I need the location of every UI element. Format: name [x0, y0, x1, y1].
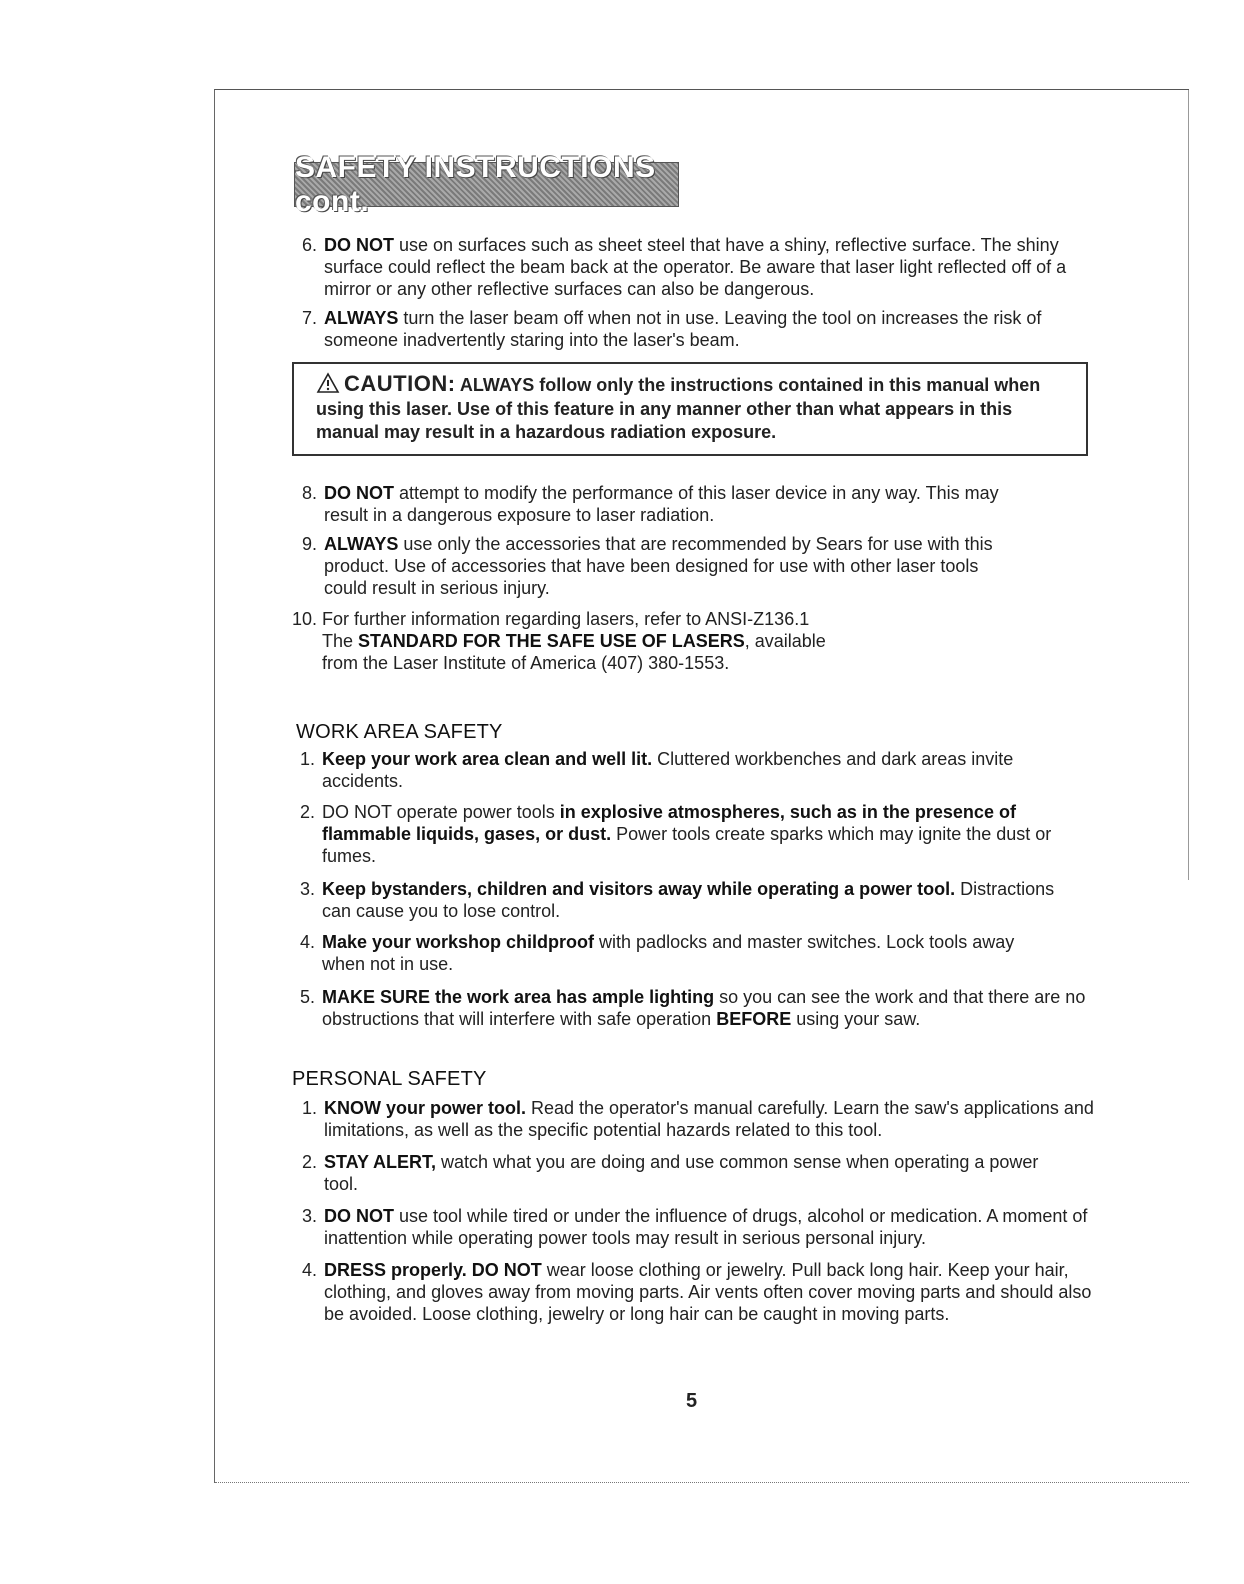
item-text: using your saw. [791, 1009, 921, 1029]
item-number: 2. [300, 802, 316, 822]
item-text: DO NOT operate power tools [322, 802, 560, 822]
item-number: 1. [302, 1098, 318, 1118]
item-text: The [322, 631, 359, 651]
item-text: turn the laser beam off when not in use. Leaving the tool on increases the risk of someone inadvertently staring into the laser's beam. [324, 308, 1042, 350]
list-item [302, 234, 1082, 300]
item-number: 4. [302, 1260, 318, 1280]
list-item [302, 1097, 1097, 1141]
item-text: For further information regarding lasers, refer to ANSI-Z136.1 [322, 609, 810, 629]
item-lead: STAY ALERT, [324, 1152, 437, 1172]
list-item [300, 878, 1080, 922]
item-text: with padlocks and master switches. Lock tools away when not in use. [322, 932, 1015, 974]
list-item [300, 801, 1090, 867]
item-number: 9. [302, 534, 318, 554]
item-text: Power tools create sparks which may ignite the dust or fumes. [322, 824, 1052, 866]
list-item [300, 986, 1095, 1030]
list-item [302, 533, 1022, 599]
section-heading: PERSONAL SAFETY [292, 1068, 487, 1090]
item-number: 4. [300, 932, 316, 952]
list-item [302, 1205, 1097, 1249]
item-number: 1. [300, 749, 316, 769]
item-text: , available [744, 631, 826, 651]
caution-label: CAUTION: [344, 371, 456, 396]
item-text: so you can see the work and that there are no obstructions that will interfere with safe operation [322, 987, 1086, 1029]
item-lead: KNOW your power tool. [324, 1098, 526, 1118]
item-lead: DRESS properly. DO NOT [324, 1260, 542, 1280]
item-text: watch what you are doing and use common sense when operating a power tool. [324, 1152, 1039, 1194]
warning-triangle-icon [316, 372, 340, 398]
list-item [302, 482, 1082, 526]
item-number: 8. [302, 483, 318, 503]
item-text: use on surfaces such as sheet steel that have a shiny, reflective surface. The shiny surface could reflect the beam back at the operator. Be aware that laser light reflected off of a mirror or any other reflective surfaces can also be dangerous. [324, 235, 1067, 299]
item-lead: BEFORE [716, 1009, 792, 1029]
item-lead: Make your workshop childproof [322, 932, 595, 952]
item-text: use only the accessories that are recommended by Sears for use with this product. Use of accessories that have been designed for use with other laser tools could result in serious injury. [324, 534, 993, 598]
list-item [300, 931, 1020, 975]
item-number: 7. [302, 308, 318, 328]
item-lead: STANDARD FOR THE SAFE USE OF LASERS [358, 631, 745, 651]
item-lead: in explosive atmospheres, such as in the presence of flammable liquids, gases, or dust. [322, 802, 1016, 844]
item-text: Distractions can cause you to lose control. [322, 879, 1055, 921]
caution-text: ALWAYS follow only the instructions contained in this manual when using this laser. Use of this feature in any manner other than what appears in this manual may result in a hazardous radiation exposure. [316, 375, 1041, 442]
item-number: 10. [292, 609, 318, 629]
item-lead: MAKE SURE the work area has ample lighting [322, 987, 715, 1007]
frame-right-edge [1188, 90, 1189, 880]
item-lead: DO NOT [324, 1206, 394, 1226]
item-number: 3. [302, 1206, 318, 1226]
list-item [300, 748, 1080, 792]
item-text: Read the operator's manual carefully. Learn the saw's applications and limitations, as well as the specific potential hazards related to this tool. [324, 1098, 1094, 1140]
list-item [292, 608, 1072, 674]
frame-bottom-edge [215, 1482, 1189, 1483]
item-text: from the Laser Institute of America (407) 380-1553. [322, 653, 730, 673]
banner-title: SAFETY INSTRUCTIONS cont. [295, 150, 656, 218]
item-lead: Keep your work area clean and well lit. [322, 749, 653, 769]
item-lead: ALWAYS [324, 534, 399, 554]
item-number: 5. [300, 987, 316, 1007]
item-lead: DO NOT [324, 235, 394, 255]
item-number: 2. [302, 1152, 318, 1172]
list-item [302, 307, 1082, 351]
section-heading: WORK AREA SAFETY [296, 721, 503, 743]
page-number: 5 [686, 1390, 698, 1412]
item-text: Cluttered workbenches and dark areas invite accidents. [322, 749, 1014, 791]
item-lead: ALWAYS [324, 308, 399, 328]
item-lead: DO NOT [324, 483, 394, 503]
item-text: wear loose clothing or jewelry. Pull back long hair. Keep your hair, clothing, and gloves away from moving parts. Air vents often cover moving parts and should also be avoided. Loose clothing, jewelry or long hair can be caught in moving parts. [324, 1260, 1092, 1324]
item-number: 3. [300, 879, 316, 899]
item-text: attempt to modify the performance of this laser device in any way. This may result in a dangerous exposure to laser radiation. [324, 483, 999, 525]
item-number: 6. [302, 235, 318, 255]
section-banner [294, 150, 679, 218]
list-item [302, 1259, 1092, 1325]
caution-box [292, 362, 1088, 456]
item-lead: Keep bystanders, children and visitors away while operating a power tool. [322, 879, 956, 899]
list-item [302, 1151, 1082, 1195]
item-text: use tool while tired or under the influence of drugs, alcohol or medication. A moment of inattention while operating power tools may result in serious personal injury. [324, 1206, 1088, 1248]
